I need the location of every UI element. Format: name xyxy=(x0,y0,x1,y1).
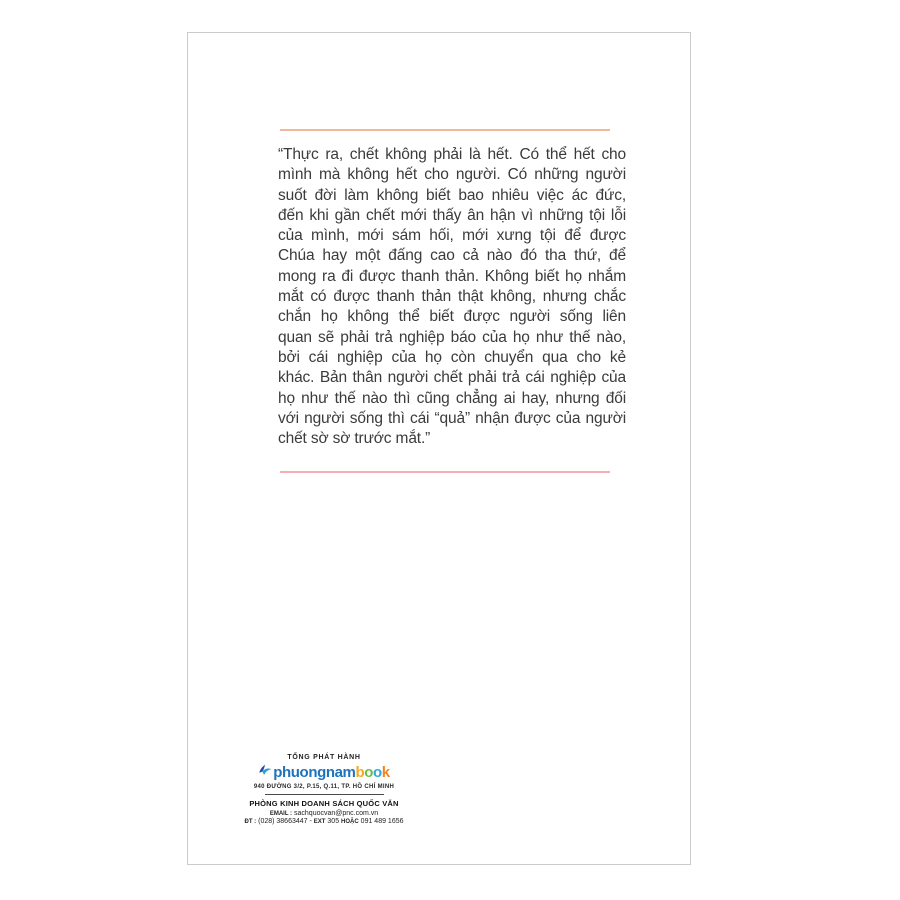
brand-prefix: phuongnam xyxy=(273,764,356,781)
brand-letter-b: b xyxy=(355,764,365,781)
quote-line: suốt đời làm không biết bao nhiêu việc ác đức, xyxy=(278,186,626,204)
or-label: HOẶC xyxy=(341,818,359,825)
quote-line: với người sống thì cái “quả” nhận được của người xyxy=(278,409,626,427)
phone-value: (028) 38663447 - xyxy=(258,817,312,825)
department-name: PHÒNG KINH DOANH SÁCH QUỐC VĂN xyxy=(249,798,399,808)
bottom-accent-rule xyxy=(280,471,610,473)
quote-line: bởi cái nghiệp của họ còn chuyển qua cho kẻ xyxy=(278,348,626,366)
book-back-cover-page xyxy=(187,32,691,865)
top-accent-rule xyxy=(280,129,610,131)
quote-line: Chúa hay một đấng cao cả nào đó tha thứ, để xyxy=(278,247,626,265)
quote-line: “Thực ra, chết không phải là hết. Có thể hết cho xyxy=(278,146,626,163)
back-cover-quote xyxy=(278,145,626,449)
brand-wordmark xyxy=(273,764,389,781)
phuongnambook-logo xyxy=(224,764,424,781)
ext-label: EXT xyxy=(313,818,326,825)
quote-line: chết sờ sờ trước mắt.” xyxy=(278,430,431,448)
mobile-value: 091 489 1656 xyxy=(360,817,404,825)
quote-line: của mình, mới sám hối, mới xưng tội để được xyxy=(278,227,626,245)
phone-label: ĐT : xyxy=(244,818,257,825)
quote-line: khác. Bản thân người chết phải trả cái nghiệp của xyxy=(278,369,626,387)
phone-line xyxy=(224,818,424,825)
email-line xyxy=(224,810,424,817)
bird-icon xyxy=(258,764,272,778)
publisher-address: 940 ĐƯỜNG 3/2, P.15, Q.11, TP. HỒ CHÍ MINH xyxy=(253,784,395,790)
quote-line: mong ra đi được thanh thản. Không biết họ nhắm xyxy=(278,267,626,285)
brand-letter-o2: o xyxy=(373,764,382,781)
email-label: EMAIL : xyxy=(269,810,293,817)
publisher-info-block xyxy=(224,754,424,825)
publisher-divider xyxy=(265,794,384,795)
distribution-label: TỔNG PHÁT HÀNH xyxy=(287,754,361,761)
quote-line: quan sẽ phải trả nghiệp báo của họ như thế nào, xyxy=(278,328,626,346)
brand-letter-k: k xyxy=(381,764,390,781)
quote-line: mắt có được thanh thản thật không, nhưng chắc xyxy=(278,288,626,306)
quote-line: đến khi gần chết mới thấy ân hận vì những tội lỗi xyxy=(278,206,626,224)
quote-line: chắn họ không thể biết được người sống liên xyxy=(278,308,626,326)
ext-value: 305 xyxy=(327,817,340,825)
brand-letter-o1: o xyxy=(364,764,374,781)
quote-line: mình mà không hết cho người. Có những người xyxy=(278,166,626,184)
quote-line: họ như thế nào thì cũng chẳng ai hay, nhưng đối xyxy=(278,389,626,407)
email-value: sachquocvan@pnc.com.vn xyxy=(294,809,379,817)
